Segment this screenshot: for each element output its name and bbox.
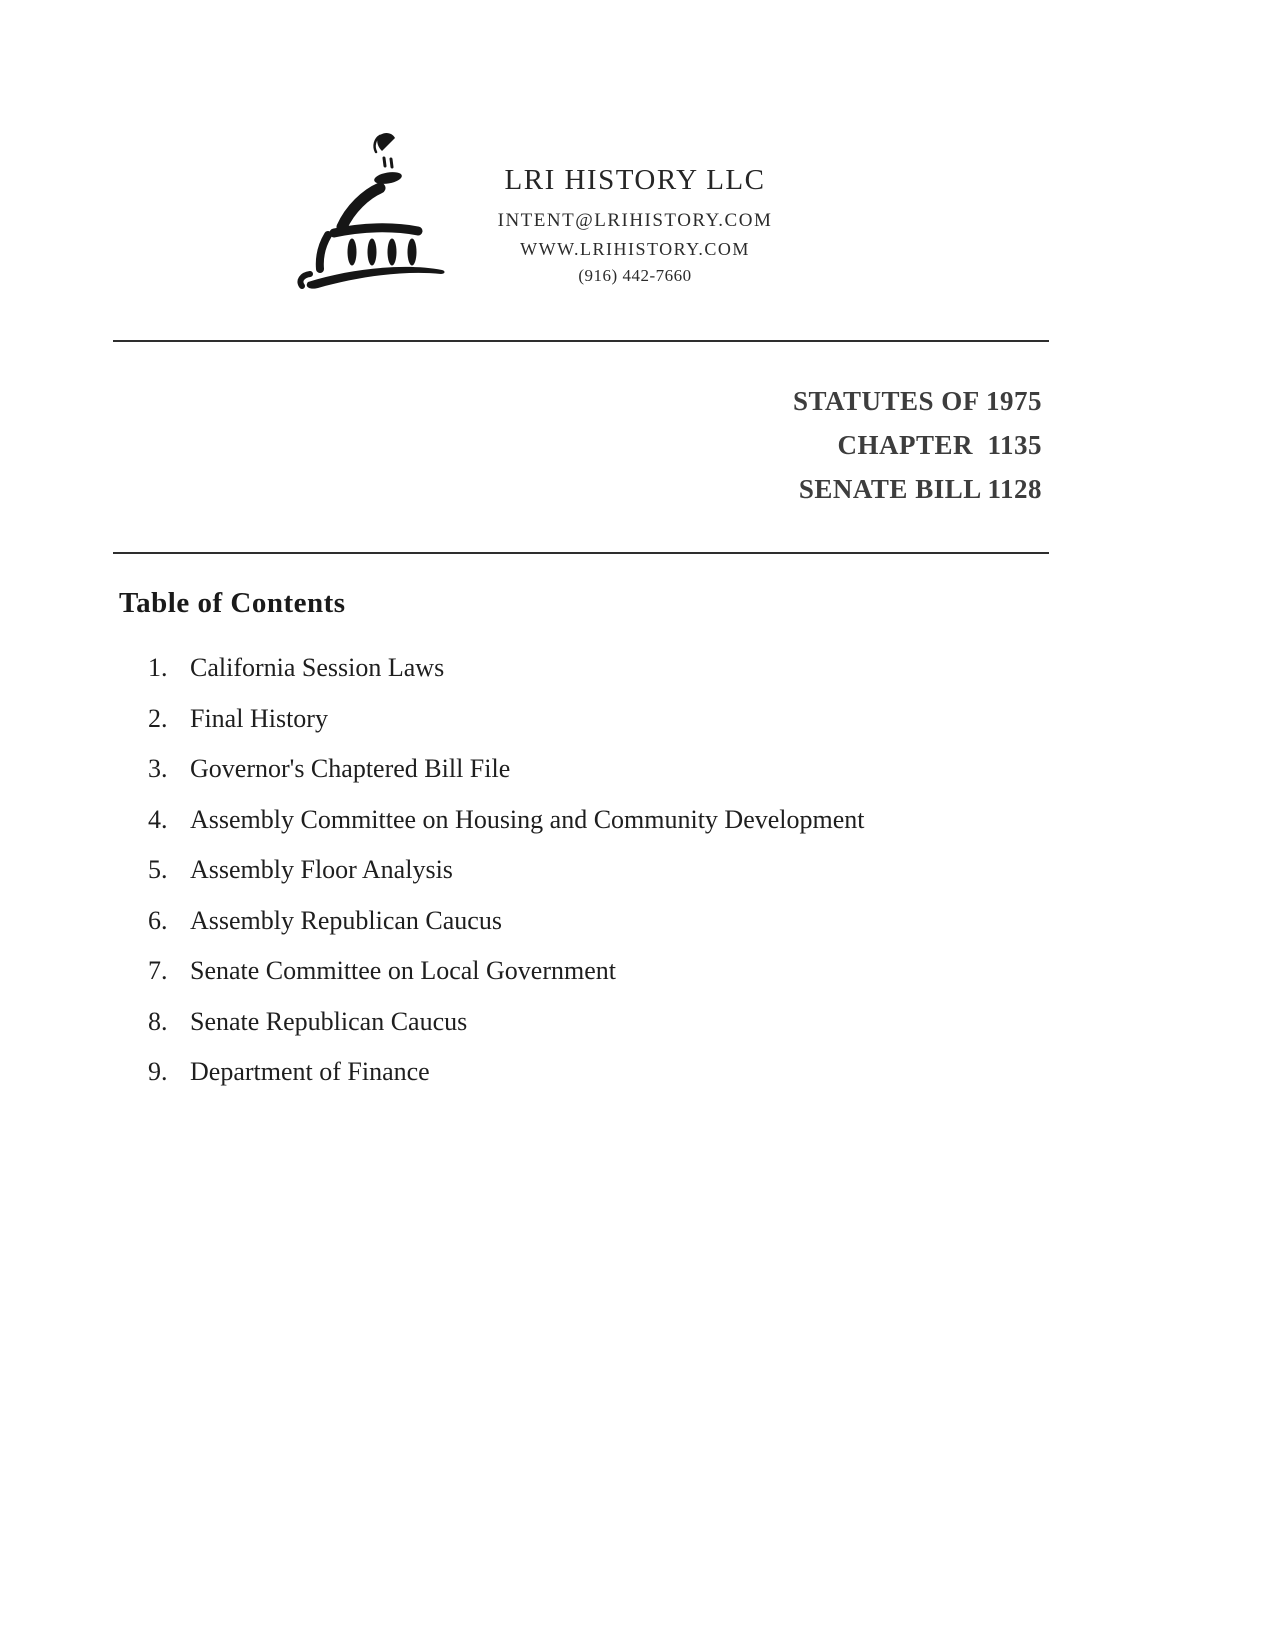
toc-item	[148, 946, 865, 997]
toc-item-label: Senate Committee on Local Government	[190, 956, 616, 985]
toc-item-label: Department of Finance	[190, 1057, 430, 1086]
phone-number: (916) 442-7660	[578, 266, 692, 285]
toc-title: Table of Contents	[119, 587, 346, 619]
statute-reference-block	[793, 379, 1042, 511]
letterhead-text	[430, 162, 840, 288]
toc-item-number: 1.	[148, 653, 168, 682]
toc-item-number: 3.	[148, 754, 168, 783]
toc-item	[148, 896, 865, 947]
email-address: INTENT@LRIHISTORY.COM	[497, 210, 773, 231]
divider-top	[113, 340, 1049, 342]
toc-item	[148, 744, 865, 795]
toc-item-label: Final History	[190, 703, 328, 733]
toc-list	[148, 643, 865, 1098]
toc-item-number: 5.	[148, 855, 168, 884]
toc-item	[148, 694, 865, 745]
divider-bottom	[113, 552, 1049, 554]
toc-item	[148, 997, 865, 1048]
toc-item-number: 7.	[148, 956, 168, 985]
toc-item-label: Senate Republican Caucus	[190, 1006, 468, 1036]
toc-item-number: 4.	[148, 804, 168, 834]
toc-item	[148, 643, 865, 694]
toc-item-label: Assembly Committee on Housing and Community Development	[190, 804, 865, 834]
toc-item	[148, 1047, 865, 1098]
statutes-year-line: STATUTES OF 1975	[792, 386, 1042, 416]
toc-item	[148, 795, 865, 846]
toc-item-label: Assembly Floor Analysis	[190, 855, 453, 884]
chapter-line: CHAPTER 1135	[837, 430, 1042, 460]
toc-item-number: 6.	[148, 905, 168, 935]
company-name: LRI HISTORY LLC	[504, 164, 766, 196]
toc-item	[148, 845, 865, 896]
toc-item-number: 2.	[148, 703, 168, 733]
website-url: WWW.LRIHISTORY.COM	[520, 239, 750, 259]
toc-item-label: Assembly Republican Caucus	[190, 905, 502, 935]
toc-item-label: Governor's Chaptered Bill File	[190, 754, 511, 783]
toc-item-number: 9.	[148, 1057, 168, 1086]
senate-bill-line: SENATE BILL 1128	[798, 474, 1042, 504]
toc-item-number: 8.	[148, 1006, 168, 1036]
toc-item-label: California Session Laws	[190, 653, 445, 682]
